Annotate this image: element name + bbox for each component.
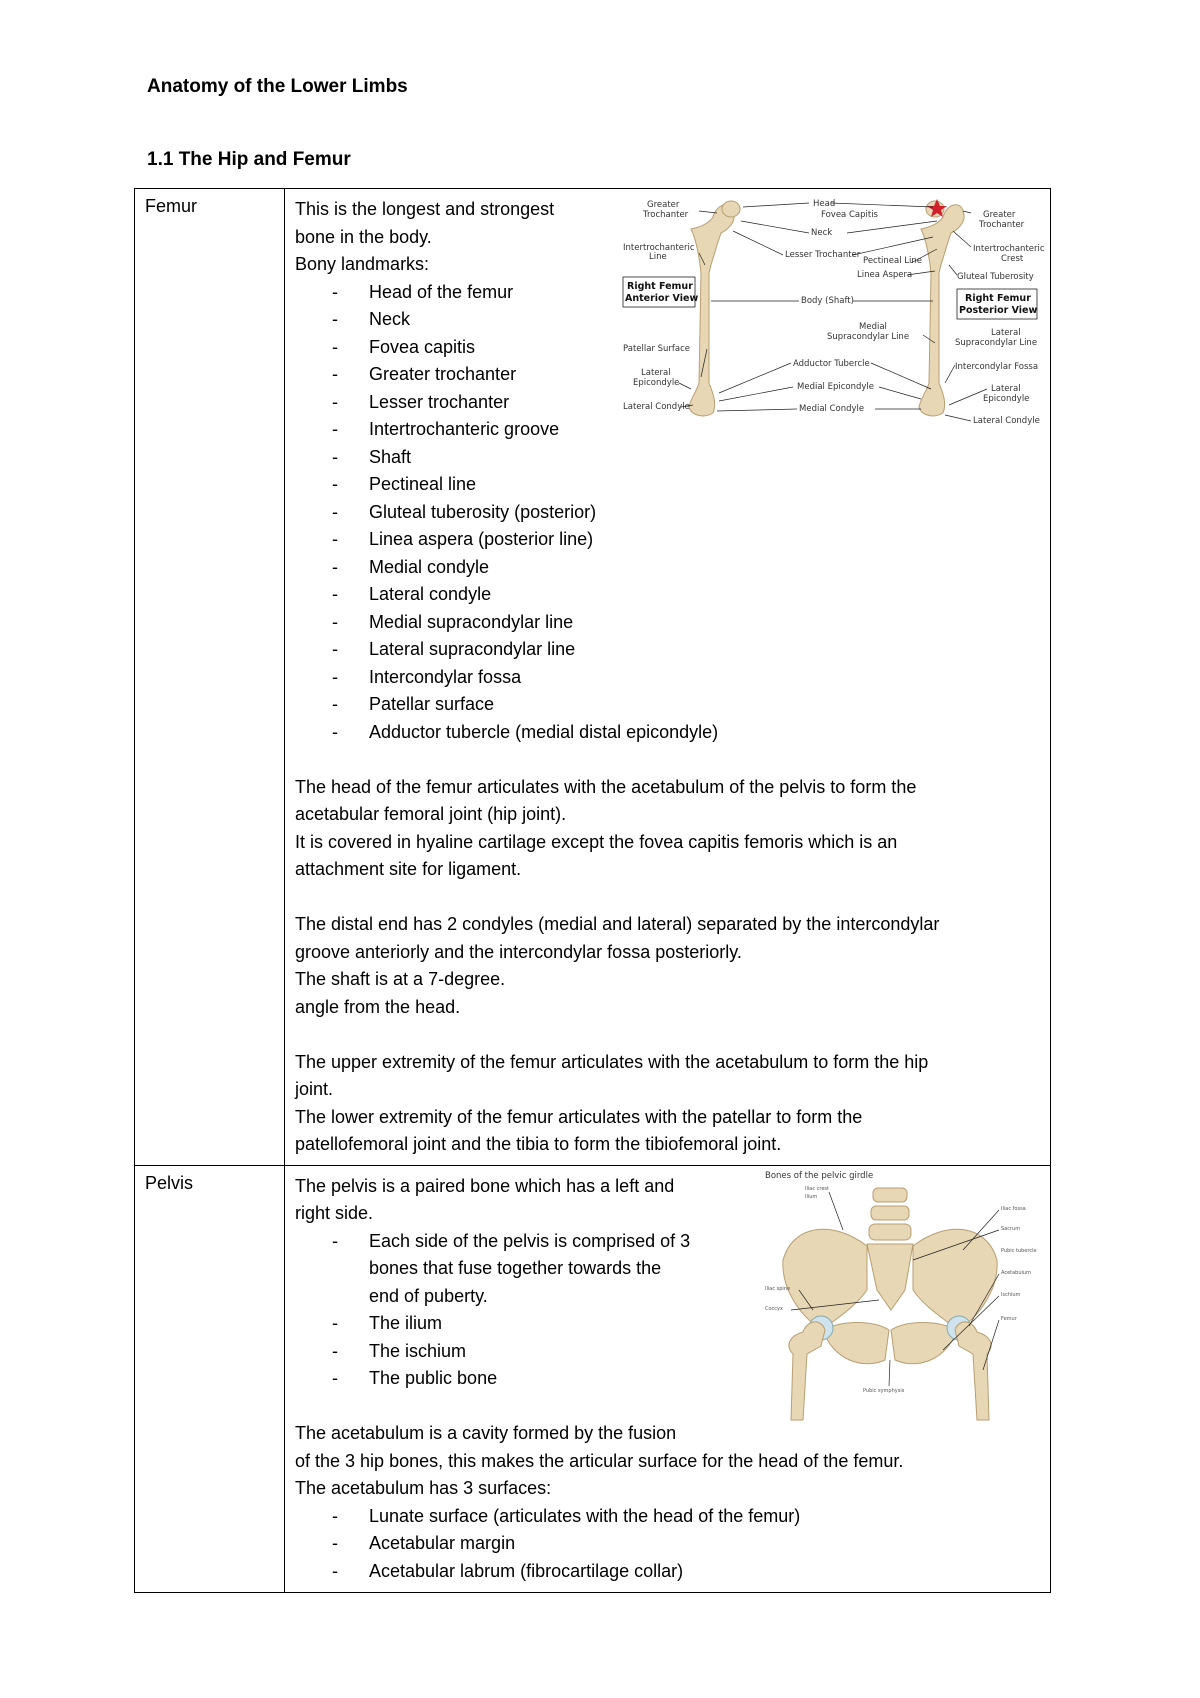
svg-text:Iliac fossa: Iliac fossa xyxy=(1001,1205,1026,1212)
list-item: - Acetabular labrum (fibrocartilage collar) xyxy=(332,1560,684,1581)
svg-text:Head: Head xyxy=(813,199,836,209)
svg-text:Medial Condyle: Medial Condyle xyxy=(799,404,865,414)
text-line: It is covered in hyaline cartilage except the fovea capitis femoris which is an xyxy=(295,831,898,852)
list-item: - Gluteal tuberosity (posterior) xyxy=(332,501,597,522)
svg-text:Linea Aspera: Linea Aspera xyxy=(857,270,913,280)
svg-text:Supracondylar Line: Supracondylar Line xyxy=(827,332,910,342)
svg-text:Adductor Tubercle: Adductor Tubercle xyxy=(793,359,870,369)
pelvis-paragraph-acetabulum xyxy=(295,1420,1050,1503)
svg-text:Line: Line xyxy=(649,252,667,262)
list-item: - Each side of the pelvis is comprised of 3 bones that fuse together towards the end of puberty. xyxy=(332,1230,691,1306)
svg-text:Right Femur: Right Femur xyxy=(965,293,1031,304)
text-line: joint. xyxy=(295,1079,334,1099)
text-line: The shaft is at a 7-degree. xyxy=(295,969,506,989)
svg-text:Neck: Neck xyxy=(811,228,833,238)
svg-text:Lesser Trochanter: Lesser Trochanter xyxy=(785,250,861,260)
svg-text:Pectineal Line: Pectineal Line xyxy=(863,256,923,266)
text-line: bone in the body. xyxy=(295,226,432,247)
svg-text:Supracondylar Line: Supracondylar Line xyxy=(955,338,1038,348)
svg-text:Femur: Femur xyxy=(1001,1315,1017,1322)
list-item: - Greater trochanter xyxy=(332,364,517,384)
text-line: The distal end has 2 condyles (medial and lateral) separated by the intercondylar xyxy=(295,914,940,934)
row-label-femur: Femur xyxy=(135,189,285,1166)
list-item: - Acetabular margin xyxy=(332,1533,516,1553)
text-line: attachment site for ligament. xyxy=(295,859,522,879)
row-label-pelvis: Pelvis xyxy=(135,1165,285,1592)
list-item: - The public bone xyxy=(332,1368,498,1388)
svg-text:Fovea Capitis: Fovea Capitis xyxy=(821,210,878,220)
list-item: - The ilium xyxy=(332,1313,443,1333)
svg-text:Acetabulum: Acetabulum xyxy=(1001,1269,1031,1276)
svg-text:Trochanter: Trochanter xyxy=(979,220,1025,230)
svg-text:Epicondyle: Epicondyle xyxy=(633,378,680,388)
femur-paragraph-condyles xyxy=(295,911,1050,1021)
text-line: The head of the femur articulates with the acetabulum of the pelvis to form the xyxy=(295,776,917,797)
svg-text:Greater: Greater xyxy=(647,200,680,210)
svg-text:Coccyx: Coccyx xyxy=(765,1305,783,1312)
text-line: The pelvis is a paired bone which has a left and xyxy=(295,1175,675,1196)
text-line: of the 3 hip bones, this makes the articular surface for the head of the femur. xyxy=(295,1450,904,1471)
list-item: - Adductor tubercle (medial distal epicondyle) xyxy=(332,721,719,742)
page-title: Anatomy of the Lower Limbs xyxy=(147,76,408,97)
svg-text:Sacrum: Sacrum xyxy=(1001,1225,1021,1232)
svg-text:Intertrochanteric: Intertrochanteric xyxy=(623,243,695,253)
svg-text:Ischium: Ischium xyxy=(1001,1291,1021,1298)
svg-text:Posterior View: Posterior View xyxy=(959,305,1038,316)
svg-text:Iliac crest: Iliac crest xyxy=(805,1185,829,1192)
pelvis-diagram xyxy=(763,1170,1055,1432)
list-item: - Medial condyle xyxy=(332,556,490,577)
svg-text:Pubic tubercle: Pubic tubercle xyxy=(1001,1247,1037,1254)
text-line: The acetabulum has 3 surfaces: xyxy=(295,1478,552,1498)
svg-text:Medial Epicondyle: Medial Epicondyle xyxy=(797,382,874,392)
femur-paragraph-articulation xyxy=(295,774,1050,884)
list-item: - Linea aspera (posterior line) xyxy=(332,529,594,549)
text-line: patellofemoral joint and the tibia to form the tibiofemoral joint. xyxy=(295,1134,782,1154)
list-item: - Intertrochanteric groove xyxy=(332,419,560,439)
svg-text:Iliac spine: Iliac spine xyxy=(765,1285,791,1292)
figure-caption: Bones of the pelvic girdle xyxy=(765,1170,874,1181)
svg-text:Pubic symphysis: Pubic symphysis xyxy=(863,1387,905,1394)
svg-text:Body (Shaft): Body (Shaft) xyxy=(801,296,854,306)
femur-content xyxy=(285,189,1051,1166)
svg-text:Gluteal Tuberosity: Gluteal Tuberosity xyxy=(957,272,1034,282)
text-line: This is the longest and strongest xyxy=(295,199,555,219)
list-item: - Head of the femur xyxy=(332,281,514,302)
text-line: The upper extremity of the femur articulates with the acetabulum to form the hip xyxy=(295,1051,929,1072)
text-line: angle from the head. xyxy=(295,996,461,1017)
svg-text:Patellar Surface: Patellar Surface xyxy=(623,344,691,354)
list-item: - Pectineal line xyxy=(332,474,477,494)
text-line: Bony landmarks: xyxy=(295,254,430,274)
svg-text:Ilium: Ilium xyxy=(805,1193,818,1200)
svg-text:Lateral: Lateral xyxy=(641,368,671,378)
list-item: - Patellar surface xyxy=(332,694,495,714)
svg-text:Lateral: Lateral xyxy=(991,328,1021,338)
svg-text:Lateral: Lateral xyxy=(991,384,1021,394)
table-row-femur xyxy=(135,189,1051,1166)
svg-text:Medial: Medial xyxy=(859,322,887,332)
list-item: - Lesser trochanter xyxy=(332,391,510,412)
section-title: 1.1 The Hip and Femur xyxy=(147,149,351,170)
femur-paragraph-extremities xyxy=(295,1049,1050,1159)
svg-text:Intertrochanteric: Intertrochanteric xyxy=(973,244,1045,254)
svg-text:Crest: Crest xyxy=(1001,254,1024,264)
femur-anterior-bone xyxy=(689,205,734,416)
list-item: - Lunate surface (articulates with the head of the femur) xyxy=(332,1505,801,1526)
list-item: - Shaft xyxy=(332,446,412,467)
list-item: - Fovea capitis xyxy=(332,336,476,357)
svg-text:Greater: Greater xyxy=(983,210,1016,220)
text-line: right side. xyxy=(295,1203,374,1223)
text-line: acetabular femoral joint (hip joint). xyxy=(295,804,567,824)
svg-text:Trochanter: Trochanter xyxy=(643,210,689,220)
text-line: The acetabulum is a cavity formed by the fusion xyxy=(295,1423,677,1443)
table-row-pelvis xyxy=(135,1165,1051,1592)
svg-text:Right Femur: Right Femur xyxy=(627,281,693,292)
list-item: - Lateral condyle xyxy=(332,584,492,604)
svg-text:Lateral Condyle: Lateral Condyle xyxy=(973,416,1040,426)
list-item: - Medial supracondylar line xyxy=(332,611,574,632)
notes-table xyxy=(134,188,1051,1593)
pelvis-content xyxy=(285,1165,1051,1592)
svg-text:Intercondylar Fossa: Intercondylar Fossa xyxy=(955,362,1039,372)
list-item: - Lateral supracondylar line xyxy=(332,639,576,659)
list-item: - The ischium xyxy=(332,1340,467,1361)
svg-text:Anterior View: Anterior View xyxy=(625,293,699,304)
acetabulum-surface-list xyxy=(295,1503,1050,1586)
svg-text:Epicondyle: Epicondyle xyxy=(983,394,1030,404)
text-line: The lower extremity of the femur articulates with the patellar to form the xyxy=(295,1106,863,1127)
femur-diagram xyxy=(621,193,1053,431)
svg-text:Lateral Condyle: Lateral Condyle xyxy=(623,402,690,412)
text-line: groove anteriorly and the intercondylar fossa posteriorly. xyxy=(295,941,742,962)
list-item: - Intercondylar fossa xyxy=(332,666,522,687)
list-item: - Neck xyxy=(332,309,411,329)
